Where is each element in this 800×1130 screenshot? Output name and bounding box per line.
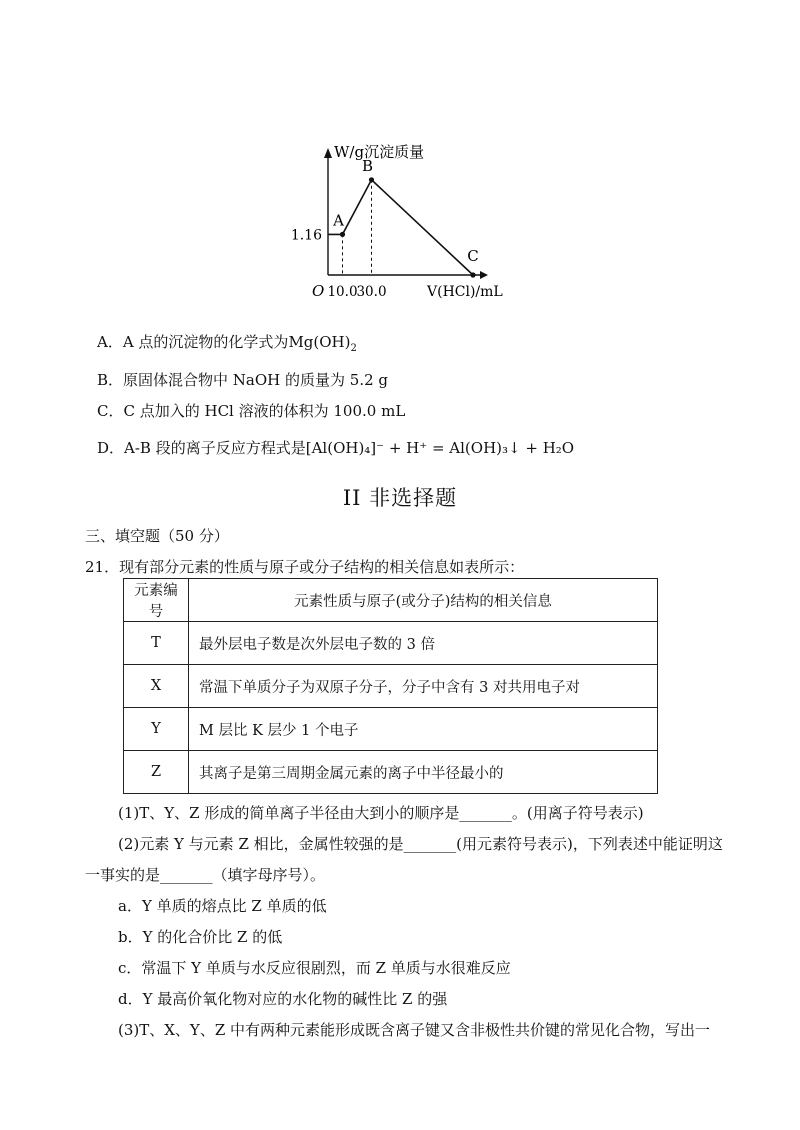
- table-row: [124, 751, 658, 794]
- option-a-subscript: 2: [350, 343, 357, 354]
- table-header-row: [124, 579, 658, 622]
- element-code: X: [124, 665, 189, 708]
- section-title: II 非选择题: [342, 486, 458, 510]
- data-point: [340, 232, 345, 237]
- sub-question-1: (1)T、Y、Z 形成的简单离子半径由大到小的顺序是_______。(用离子符号表示): [118, 804, 644, 822]
- option-d: [97, 438, 574, 458]
- table-row: [124, 708, 658, 751]
- x-tick-label: 10.0: [327, 284, 358, 300]
- series-line: [328, 180, 473, 275]
- option-a: [97, 332, 357, 359]
- precipitate-chart: [290, 140, 520, 305]
- option-d-equation: [Al(OH)₄]⁻ + H⁺ = Al(OH)₃↓ + H₂O: [305, 439, 575, 457]
- data-point: [369, 177, 374, 182]
- choice-a: a．Y 单质的熔点比 Z 单质的低: [118, 897, 327, 915]
- element-info: 常温下单质分子为双原子分子，分子中含有 3 对共用电子对: [189, 665, 658, 708]
- sub-question-2-line-1: (2)元素 Y 与元素 Z 相比，金属性较强的是_______(用元素符号表示)，下列表述中能证明这: [118, 835, 723, 853]
- element-code: Z: [124, 751, 189, 794]
- table-row: [124, 665, 658, 708]
- origin-label: O: [312, 282, 325, 300]
- header-element-code: 元素编号: [124, 579, 189, 622]
- option-a-text: A．A 点的沉淀物的化学式为: [97, 333, 289, 351]
- element-code: T: [124, 622, 189, 665]
- question-21-intro: 21．现有部分元素的性质与原子或分子结构的相关信息如表所示：: [85, 558, 525, 576]
- choice-d: d．Y 最高价氧化物对应的水化物的碱性比 Z 的强: [118, 990, 448, 1008]
- part-title: 三、填空题（50 分）: [85, 527, 229, 545]
- element-info: 其离子是第三周期金属元素的离子中半径最小的: [189, 751, 658, 794]
- option-c: C．C 点加入的 HCl 溶液的体积为 100.0 mL: [97, 402, 406, 420]
- table-row: [124, 622, 658, 665]
- element-info: M 层比 K 层少 1 个电子: [189, 708, 658, 751]
- data-point: [470, 272, 475, 277]
- option-d-text: D．A-B 段的离子反应方程式是: [97, 439, 306, 457]
- choice-b: b．Y 的化合价比 Z 的低: [118, 928, 283, 946]
- element-info: 最外层电子数是次外层电子数的 3 倍: [189, 622, 658, 665]
- choice-c: c．常温下 Y 单质与水反应很剧烈，而 Z 单质与水很难反应: [118, 959, 511, 977]
- header-element-info: 元素性质与原子(或分子)结构的相关信息: [189, 579, 658, 622]
- point-label: C: [467, 247, 479, 265]
- x-tick-label: 30.0: [356, 284, 387, 300]
- option-a-formula: Mg(OH): [288, 333, 351, 351]
- point-label: B: [361, 156, 374, 175]
- option-b: B．原固体混合物中 NaOH 的质量为 5.2 g: [97, 371, 388, 389]
- element-code: Y: [124, 708, 189, 751]
- x-axis-label: V(HCl)/mL: [427, 284, 503, 300]
- y-axis-arrow: [324, 148, 332, 158]
- sub-question-3: (3)T、X、Y、Z 中有两种元素能形成既含离子键又含非极性共价键的常见化合物，写出一: [118, 1021, 711, 1039]
- x-axis-arrow: [480, 271, 488, 279]
- sub-question-2-line-2: 一事实的是_______（填字母序号）。: [85, 866, 326, 884]
- point-label: A: [333, 211, 344, 230]
- y-axis-label: W/g沉淀质量: [334, 143, 425, 161]
- y-tick-label: 1.16: [290, 227, 322, 244]
- element-info-table: [123, 578, 658, 794]
